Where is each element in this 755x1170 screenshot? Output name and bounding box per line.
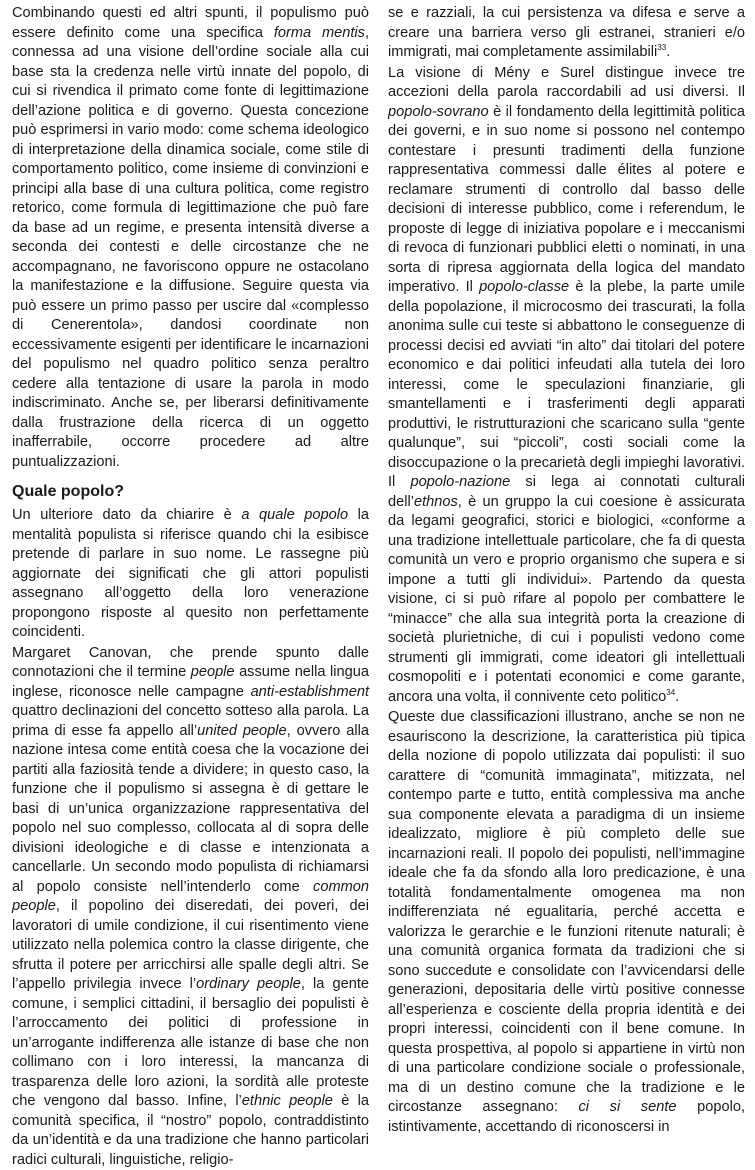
paragraph: Combinando questi ed altri spunti, il populismo può essere definito come una specifica forma mentis, connessa ad una visione dell’ordine sociale alla cui base sta la credenza nelle virtù innate del popolo, di cui si rivendica il primato come fonte di legittimazione dell’azione politica e di governo. Questa concezione può esprimersi in vario modo: come schema ideologico di interpretazione della dinamica sociale, come stile di comportamento politico, come insieme di convinzioni e principi alla base di una cultura politica, come registro retorico, come formula di legittimazione che può fare da base ad un regime, e presenta intensità diverse a seconda dei contesti e delle circostanze che ne accompagnano, ne favoriscono oppure ne ostacolano la manifestazione e la diffusione. Seguire questa via può essere un primo passo per uscire dal «complesso di Cenerentola», dandosi coordinate non eccessivamente esigenti per identificare le incarnazioni del populismo nel quadro politico senza peraltro cedere alla tentazione di usare la parola in modo indiscriminato. Anche se, per liberarsi definitivamente dalla frustrazione della ricerca di un oggetto inafferrabile, occorre procedere ad altre puntualizzazioni. xyxy=(12,4,369,472)
paragraph: Queste due classificazioni illustrano, anche se non ne esauriscono la descrizione, la caratteristica più tipica della nozione di popolo utilizzata dai populisti: il suo carattere di “comunità immaginata”, mitizzata, nel contempo parte e tutto, entità complessiva ma anche sua componente elevata a paradigma di un insieme idealizzato, migliore è più completo delle sue incarnazioni reali. Il popolo dei populisti, nell’immagine ideale che fa da sfondo alla loro predicazione, è una totalità fondamentalmente omogenea ma non indifferenziata né egualitaria, perché accetta e valorizza le gerarchie e le funzioni ritenute naturali; è una comunità organica formata da tradizioni che si sono succedute e consolidate con l’avvicendarsi delle generazioni, depositaria delle virtù positive connesse all’esperienza e cosciente della propria identità e dei propri interessi, coincidenti con il bene comune. In questa prospettiva, al popolo si appartiene in virtù non di una particolare condizione sociale o professionale, ma di un destino comune che la tradizione e le circostanze assegnano: ci si sente popolo, istintivamente, accettando di riconoscersi in xyxy=(388,708,745,1137)
paragraph: La visione di Mény e Surel distingue invece tre accezioni della parola raccordabili ad usi diversi. Il popolo-sovrano è il fondamento della legittimità politica dei governi, e in suo nome si possono nel contempo contestare i presunti tradimenti della funzione rappresentativa commessi dalle élites al potere e reclamare strumenti di controllo dal basso delle decisioni di interesse pubblico, come i referendum, le proposte di legge di iniziativa popolare e i meccanismi di revoca di funzionari pubblici eletti o nominati, in una sorta di ripresa aggiornata della logica del mandato imperativo. Il popolo-classe è la plebe, la parte umile della popolazione, il microcosmo dei trascurati, la folla anonima sulle cui teste si abbattono le conseguenze di processi decisi ed avviati “in alto” dai titolari del potere economico e dai politici infeudati alla tutela dei loro interessi, come le speculazioni finanziarie, gli smantellamenti e i trasferimenti degli apparati produttivi, le ristrutturazioni che scaricano sulla “gente qualunque”, sui “piccoli”, costi sociali come la disoccupazione o la precarietà degli impieghi lavorativi. Il popolo-nazione si lega ai connotati culturali dell’ethnos, è un gruppo la cui coesione è assicurata da legami geografici, storici e biologici, «conforme a una tradizione intellettuale particolare, che fa di questa comunità un vero e proprio organismo che supera e si impone a tutti gli individui». Partendo da questa visione, ci si può rifare al popolo per combattere le “minacce” che alla sua integrità porta la creazione di società plurietniche, di cui i populisti vedono come strumenti gli immigrati, come ideatori gli intellettuali cosmopoliti e i potentati economici e come garante, ancora una volta, il connivente ceto politico$^{34}$. xyxy=(388,64,745,708)
footnote-ref[interactable]: 33 xyxy=(657,43,666,52)
section-heading: Quale popolo? xyxy=(12,482,369,502)
left-column xyxy=(12,4,369,1000)
footnote-ref[interactable]: 34 xyxy=(666,688,675,697)
paragraph: Margaret Canovan, che prende spunto dalle connotazioni che il termine people assume nella lingua inglese, riconosce nelle campagne anti-establishment quattro declinazioni del concetto sotteso alla parola. La prima di esse fa appello all’united people, ovvero alla nazione intesa come entità coesa che la vocazione dei partiti alla faziosità tende a dividere; in questo caso, la funzione che il populismo si assegna è di gettare le basi di un’unica organizzazione rappresentativa del popolo nel suo complesso, collocata al di sopra delle divisioni ideologiche e di classe e intenzionata a cancellarle. Un secondo modo populista di richiamarsi al popolo consiste nell’intenderlo come common people, il popolino dei diseredati, dei poveri, dei lavoratori di umile condizione, il cui risentimento viene utilizzato nella polemica contro la classe dirigente, che sfrutta il potere per arricchirsi alle spalle degli altri. Se l’appello privilegia invece l’ordinary people, la gente comune, i semplici cittadini, il bersaglio dei populisti è l’arroccamento dei politici di professione in un’arrogante indifferenza alle istanze di base che non collimano con i loro interessi, la mancanza di trasparenza delle loro azioni, la sordità alle proteste che vengono dal basso. Infine, l’ethnic people è la comunità specifica, il “nostro” popolo, contraddistinto da un’identità e da una tradizione che hanno particolari radici culturali, linguistiche, religio- xyxy=(12,644,369,1170)
right-column xyxy=(388,4,745,1000)
paragraph: Un ulteriore dato da chiarire è a quale popolo la mentalità populista si riferisce quando chi la esibisce pretende di parlare in suo nome. Le rassegne più aggiornate dei significati che gli attori populisti assegnano all’oggetto della loro venerazione propongono risposte al quesito non perfettamente coincidenti. xyxy=(12,506,369,643)
paragraph: se e razziali, la cui persistenza va difesa e serve a creare una barriera verso gli estranei, stranieri e/o immigrati, mai completamente assimilabili$^{33}$. xyxy=(388,4,745,63)
